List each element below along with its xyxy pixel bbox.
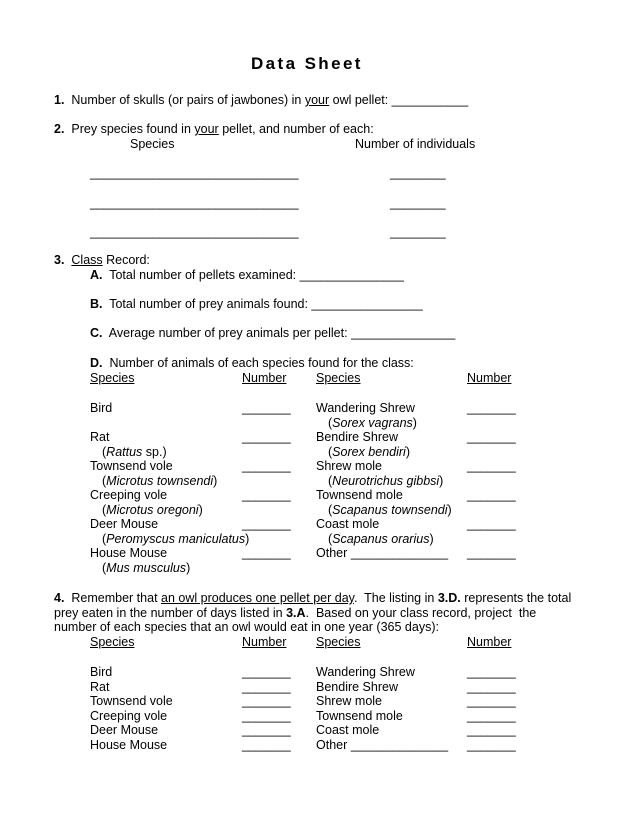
question-1-number: 1. bbox=[54, 93, 65, 107]
q3d-sci-townsend-mole: (Scapanus townsendi) bbox=[328, 503, 452, 517]
q4-blank-wandering-shrew[interactable]: _______ bbox=[467, 665, 516, 679]
q3d-sci-deer-mouse: (Peromyscus maniculatus) bbox=[102, 532, 250, 546]
q3d-header-species-2: Species bbox=[316, 371, 361, 385]
q4-blank-house-mouse[interactable]: _______ bbox=[242, 738, 291, 752]
question-3: 3. Class Record: bbox=[54, 253, 150, 267]
question-2: 2. Prey species found in your pellet, and number of each: bbox=[54, 122, 374, 136]
q3d-header-number: Number bbox=[242, 371, 287, 385]
q3d-species-shrew-mole: Shrew mole bbox=[316, 459, 382, 473]
q3d-blank-deer-mouse[interactable]: _______ bbox=[242, 517, 291, 531]
q3d-header-number-2: Number bbox=[467, 371, 512, 385]
q4-species-townsend-vole: Townsend vole bbox=[90, 694, 173, 708]
q3-item-a: A. Total number of pellets examined: _______________ bbox=[90, 268, 404, 282]
q2-number-blank-1[interactable]: ________ bbox=[390, 166, 446, 180]
q4-species-townsend-mole: Townsend mole bbox=[316, 709, 403, 723]
q3d-blank-townsend-mole[interactable]: _______ bbox=[467, 488, 516, 502]
question-4-line-1: 4. Remember that an owl produces one pellet per day. The listing in 3.D. represents the total bbox=[54, 591, 572, 605]
question-2-number: 2. bbox=[54, 122, 65, 136]
q4-species-deer-mouse: Deer Mouse bbox=[90, 723, 159, 737]
q3d-species-townsend-mole: Townsend mole bbox=[316, 488, 403, 502]
q3d-blank-townsend-vole[interactable]: _______ bbox=[242, 459, 291, 473]
q4-species-shrew-mole: Shrew mole bbox=[316, 694, 382, 708]
q3d-blank-bendire-shrew[interactable]: _______ bbox=[467, 430, 516, 444]
q2-number-blank-2[interactable]: ________ bbox=[390, 196, 446, 210]
q4-species-other[interactable]: Other ______________ bbox=[316, 738, 449, 752]
q2-species-blank-3[interactable]: ______________________________ bbox=[90, 225, 299, 239]
q3d-blank-creeping-vole[interactable]: _______ bbox=[242, 488, 291, 502]
q3d-sci-shrew-mole: (Neurotrichus gibbsi) bbox=[328, 474, 444, 488]
q4-blank-bendire-shrew[interactable]: _______ bbox=[467, 680, 516, 694]
question-4-line-2: prey eaten in the number of days listed in 3.A. Based on your class record, project the bbox=[54, 606, 537, 620]
q3-item-c: C. Average number of prey animals per pellet: _______________ bbox=[90, 326, 456, 340]
q4-header-number-2: Number bbox=[467, 635, 512, 649]
q4-blank-townsend-vole[interactable]: _______ bbox=[242, 694, 291, 708]
q3d-species-bird: Bird bbox=[90, 401, 113, 415]
q3d-sci-bendire-shrew: (Sorex bendiri) bbox=[328, 445, 410, 459]
q3d-blank-other[interactable]: _______ bbox=[467, 546, 516, 560]
q4-blank-deer-mouse[interactable]: _______ bbox=[242, 723, 291, 737]
q3d-species-bendire-shrew: Bendire Shrew bbox=[316, 430, 398, 444]
q4-species-bird: Bird bbox=[90, 665, 113, 679]
q4-species-coast-mole: Coast mole bbox=[316, 723, 380, 737]
q3d-sci-creeping-vole: (Microtus oregoni) bbox=[102, 503, 203, 517]
q3-item-d: D. Number of animals of each species found for the class: bbox=[90, 356, 414, 370]
q4-species-creeping-vole: Creeping vole bbox=[90, 709, 168, 723]
q4-blank-other[interactable]: _______ bbox=[467, 738, 516, 752]
question-4-number: 4. bbox=[54, 591, 65, 605]
q4-species-wandering-shrew: Wandering Shrew bbox=[316, 665, 415, 679]
q3d-blank-wandering-shrew[interactable]: _______ bbox=[467, 401, 516, 415]
q3d-blank-house-mouse[interactable]: _______ bbox=[242, 546, 291, 560]
q3d-sci-townsend-vole: (Microtus townsendi) bbox=[102, 474, 218, 488]
q3d-sci-house-mouse: (Mus musculus) bbox=[102, 561, 191, 575]
q3d-species-creeping-vole: Creeping vole bbox=[90, 488, 168, 502]
q3d-blank-coast-mole[interactable]: _______ bbox=[467, 517, 516, 531]
q2-column-species: Species bbox=[130, 137, 175, 151]
q3d-species-house-mouse: House Mouse bbox=[90, 546, 168, 560]
q4-header-species: Species bbox=[90, 635, 135, 649]
q3d-sci-rat: (Rattus sp.) bbox=[102, 445, 167, 459]
q4-blank-bird[interactable]: _______ bbox=[242, 665, 291, 679]
page-title: Data Sheet bbox=[251, 54, 363, 73]
q3d-blank-bird[interactable]: _______ bbox=[242, 401, 291, 415]
q3-item-b: B. Total number of prey animals found: ________________ bbox=[90, 297, 423, 311]
q4-species-house-mouse: House Mouse bbox=[90, 738, 168, 752]
q3d-sci-coast-mole: (Scapanus orarius) bbox=[328, 532, 434, 546]
question-4-line-3: number of each species that an owl would eat in one year (365 days): bbox=[54, 620, 439, 634]
q3d-species-other[interactable]: Other ______________ bbox=[316, 546, 449, 560]
q4-blank-creeping-vole[interactable]: _______ bbox=[242, 709, 291, 723]
q3d-blank-rat[interactable]: _______ bbox=[242, 430, 291, 444]
q2-species-blank-2[interactable]: ______________________________ bbox=[90, 196, 299, 210]
q2-species-blank-1[interactable]: ______________________________ bbox=[90, 166, 299, 180]
q3d-species-townsend-vole: Townsend vole bbox=[90, 459, 173, 473]
q3d-species-deer-mouse: Deer Mouse bbox=[90, 517, 159, 531]
q3d-species-rat: Rat bbox=[90, 430, 110, 444]
q2-column-number: Number of individuals bbox=[355, 137, 476, 151]
q4-blank-coast-mole[interactable]: _______ bbox=[467, 723, 516, 737]
q4-header-number: Number bbox=[242, 635, 287, 649]
q3d-sci-wandering-shrew: (Sorex vagrans) bbox=[328, 416, 417, 430]
question-1: 1. Number of skulls (or pairs of jawbones) in your owl pellet: ___________ bbox=[54, 93, 469, 107]
question-3-number: 3. bbox=[54, 253, 65, 267]
q4-species-rat: Rat bbox=[90, 680, 110, 694]
q4-blank-townsend-mole[interactable]: _______ bbox=[467, 709, 516, 723]
q4-species-bendire-shrew: Bendire Shrew bbox=[316, 680, 398, 694]
q3d-species-coast-mole: Coast mole bbox=[316, 517, 380, 531]
q4-header-species-2: Species bbox=[316, 635, 361, 649]
q4-blank-rat[interactable]: _______ bbox=[242, 680, 291, 694]
q3d-species-wandering-shrew: Wandering Shrew bbox=[316, 401, 415, 415]
q3d-header-species: Species bbox=[90, 371, 135, 385]
q4-blank-shrew-mole[interactable]: _______ bbox=[467, 694, 516, 708]
q3d-blank-shrew-mole[interactable]: _______ bbox=[467, 459, 516, 473]
q2-number-blank-3[interactable]: ________ bbox=[390, 225, 446, 239]
